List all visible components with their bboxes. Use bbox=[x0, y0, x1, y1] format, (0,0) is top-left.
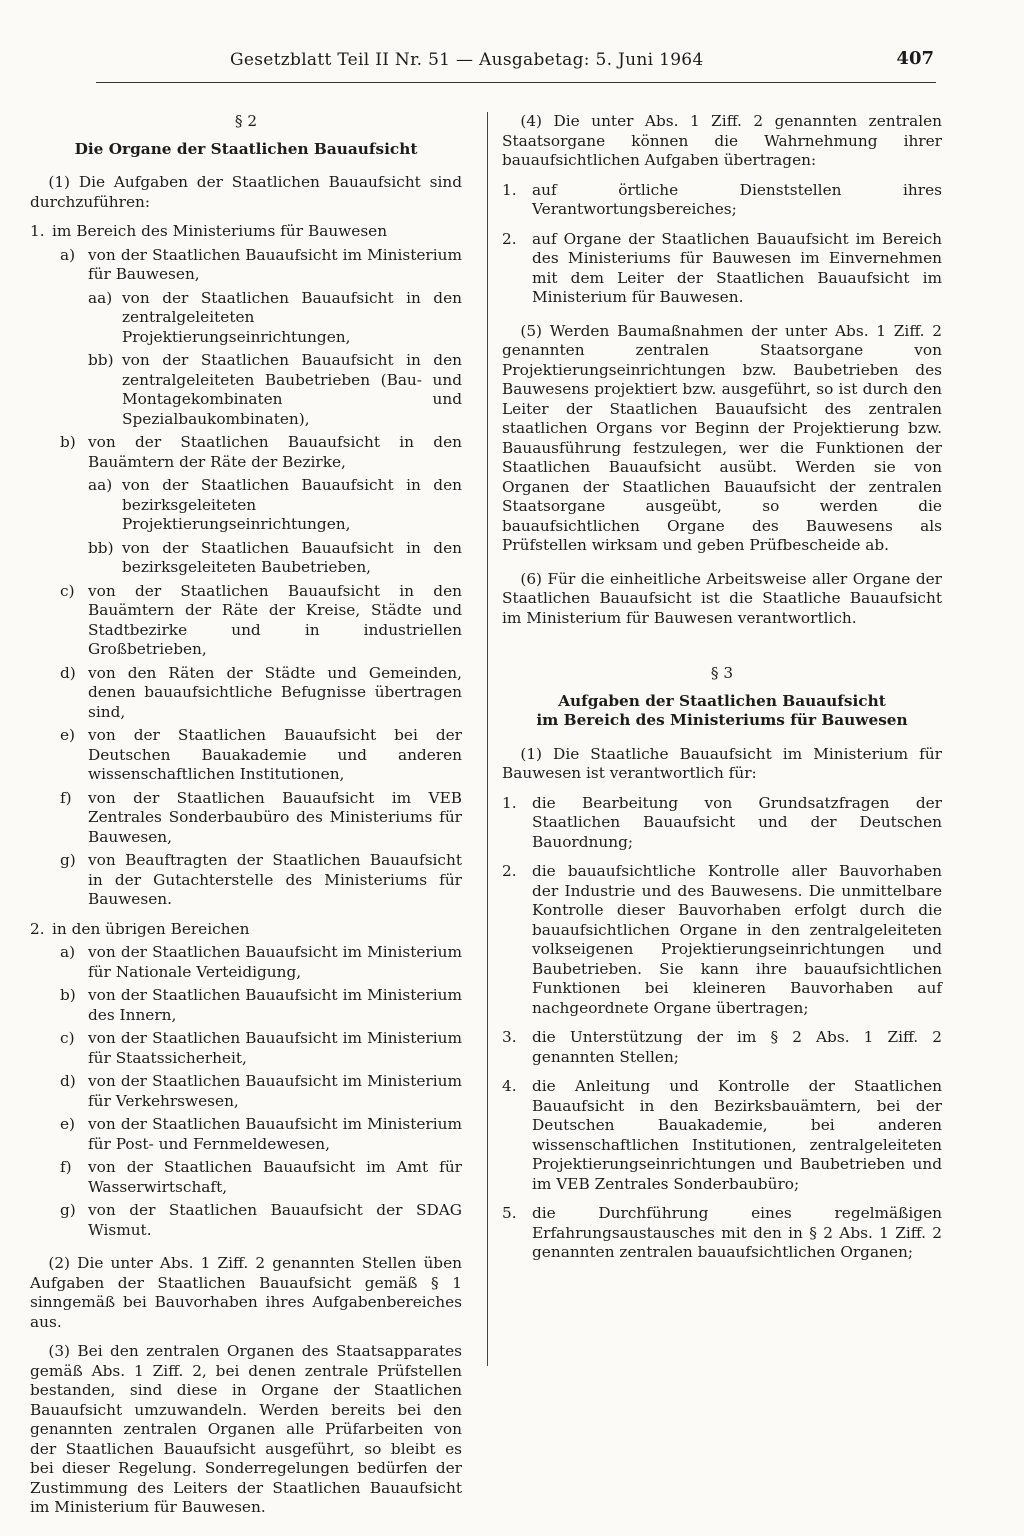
section-3-title-line1: Aufgaben der Staatlichen Bauaufsicht bbox=[558, 691, 886, 710]
sec3-item-3: 3. die Unterstützung der im § 2 Abs. 1 Ziff. 2 genannten Stellen; bbox=[502, 1028, 942, 1066]
section-3-title-line2: im Bereich des Ministeriums für Bauwesen bbox=[536, 711, 908, 729]
item-2-f: f) von der Staatlichen Bauaufsicht im Amt für Wasserwirtschaft, bbox=[60, 1158, 462, 1196]
item-1-a: a) von der Staatlichen Bauaufsicht im Ministerium für Bauwesen, bbox=[60, 245, 462, 283]
item-1-d: d) von den Räten der Städte und Gemeinden, denen bauaufsichtliche Befugnisse übertragen sind, bbox=[60, 663, 462, 721]
item-1-b-aa: aa) von der Staatlichen Bauaufsicht in den bezirksgeleiteten Projektierungseinrichtungen, bbox=[88, 476, 462, 533]
sec3-item-2: 2. die bauaufsichtliche Kontrolle aller Bauvorhaben der Industrie und des Bauwesens. Die unmittelbare Kontrolle dieser Bauvorhaben erfolgt durch die bauaufsichtlichen Organe in den zentralgeleiteten volkseigenen Projektierungseinrichtungen und Baubetrieben. Sie kann ihre bauaufsichtlichen Funktionen bei kleineren Bauvorhaben auf nachgeordnete Organe übertragen; bbox=[502, 862, 942, 1017]
abs1-intro: (1) Die Aufgaben der Staatlichen Bauaufsicht sind durchzuführen: bbox=[30, 173, 462, 211]
page-number: 407 bbox=[896, 48, 934, 69]
left-column bbox=[30, 112, 462, 1518]
item-text: im Bereich des Ministeriums für Bauwesen bbox=[52, 222, 388, 240]
sec3-item-1: 1. die Bearbeitung von Grundsatzfragen der Staatlichen Bauaufsicht und der Deutschen Bauordnung; bbox=[502, 793, 942, 851]
abs4-item-1: 1. auf örtliche Dienststellen ihres Verantwortungsbereiches; bbox=[502, 180, 942, 218]
sec3-abs1-intro: (1) Die Staatliche Bauaufsicht im Ministerium für Bauwesen ist verantwortlich für: bbox=[502, 744, 942, 782]
abs6: (6) Für die einheitliche Arbeitsweise aller Organe der Staatlichen Bauaufsicht ist die Staatliche Bauaufsicht im Ministerium für Bauwesen verantwortlich. bbox=[502, 569, 942, 627]
sec3-item-5: 5. die Durchführung eines regelmäßigen Erfahrungsaustausches mit den in § 2 Abs. 1 Ziff. 2 genannten zentralen bauaufsichtlichen Organen; bbox=[502, 1204, 942, 1261]
item-label: 1. bbox=[30, 222, 45, 240]
item-1-f: f) von der Staatlichen Bauaufsicht im VEB Zentrales Sonderbaubüro des Ministeriums für Bauwesen, bbox=[60, 788, 462, 846]
sec3-item-4: 4. die Anleitung und Kontrolle der Staatlichen Bauaufsicht in den Bezirksbauämtern, bei der Deutschen Bauakademie, bei anderen wissenschaftlichen Institutionen, zentralgeleiteten Projektierungseinrichtungen und Baubetrieben und im VEB Zentrales Sonderbaubüro; bbox=[502, 1077, 942, 1193]
item-1-b: b) von der Staatlichen Bauaufsicht in den Bauämtern der Räte der Bezirke, bbox=[60, 433, 462, 471]
item-2-d: d) von der Staatlichen Bauaufsicht im Ministerium für Verkehrswesen, bbox=[60, 1072, 462, 1110]
section-2-title: Die Organe der Staatlichen Bauaufsicht bbox=[74, 139, 418, 158]
section-3-number: § 3 bbox=[710, 664, 734, 682]
item-1-b-bb: bb) von der Staatlichen Bauaufsicht in den bezirksgeleiteten Baubetrieben, bbox=[88, 538, 462, 576]
item-1-g: g) von Beauftragten der Staatlichen Bauaufsicht in der Gutachterstelle des Ministeriums für Bauwesen. bbox=[60, 851, 462, 908]
right-column bbox=[502, 112, 942, 1263]
item-2-b: b) von der Staatlichen Bauaufsicht im Ministerium des Innern, bbox=[60, 986, 462, 1024]
abs3: (3) Bei den zentralen Organen des Staatsapparates gemäß Abs. 1 Ziff. 2, bei denen zentrale Prüfstellen bestanden, sind diese in Organe der Staatlichen Bauaufsicht umzuwandeln. Werden bereits bei den genannten zentralen Organen alle Prüfarbeiten von der Staatlichen Bauaufsicht ausgeführt, so bleibt es bei dieser Regelung. Sonderregelungen bedürfen der Zustimmung des Leiters der Staatlichen Bauaufsicht im Ministerium für Bauwesen. bbox=[30, 1342, 462, 1516]
column-divider bbox=[487, 112, 488, 1366]
item-2: 2. in den übrigen Bereichen bbox=[30, 919, 250, 938]
item-2-g: g) von der Staatlichen Bauaufsicht der SDAG Wismut. bbox=[60, 1201, 462, 1239]
item-2-e: e) von der Staatlichen Bauaufsicht im Ministerium für Post- und Fernmeldewesen, bbox=[60, 1115, 462, 1153]
abs5: (5) Werden Baumaßnahmen der unter Abs. 1 Ziff. 2 genannten zentralen Staatsorgane von Projektierungseinrichtungen bzw. Baubetrieben des Bauwesens projektiert bzw. ausgeführt, so ist durch den Leiter der Staatlichen Bauaufsicht des zentralen staatlichen Organs vor Beginn der Projektierung bzw. Bauausführung festzulegen, wer die Funktionen der Staatlichen Bauaufsicht ausübt. Werden sie von Organen der Staatlichen Bauaufsicht der zentralen Staatsorgane ausgeübt, so werden die bauaufsichtlichen Organe des Bauwesens als Prüfstellen wirksam und geben Prüfbescheide ab. bbox=[502, 321, 942, 554]
item-1 bbox=[30, 222, 462, 242]
abs4-item-2: 2. auf Organe der Staatlichen Bauaufsicht im Bereich des Ministeriums für Bauwesen im Einvernehmen mit dem Leiter der Staatlichen Bauaufsicht im Ministerium für Bauwesen. bbox=[502, 229, 942, 306]
abs2: (2) Die unter Abs. 1 Ziff. 2 genannten Stellen üben Aufgaben der Staatlichen Bauaufsicht gemäß § 1 sinngemäß bei Bauvorhaben ihres Aufgabenbereiches aus. bbox=[30, 1254, 462, 1331]
page-header bbox=[96, 50, 936, 83]
header-title: Gesetzblatt Teil II Nr. 51 — Ausgabetag: 5. Juni 1964 bbox=[230, 50, 704, 70]
section-2-number: § 2 bbox=[234, 112, 258, 130]
item-1-a-aa: aa) von der Staatlichen Bauaufsicht in den zentralgeleiteten Projektierungseinrichtungen, bbox=[88, 288, 462, 346]
item-2-a: a) von der Staatlichen Bauaufsicht im Ministerium für Nationale Verteidigung, bbox=[60, 943, 462, 981]
abs4-intro: (4) Die unter Abs. 1 Ziff. 2 genannten zentralen Staatsorgane können die Wahrnehmung ihrer bauaufsichtlichen Aufgaben übertragen: bbox=[502, 112, 942, 169]
item-1-a-bb: bb) von der Staatlichen Bauaufsicht in den zentralgeleiteten Baubetrieben (Bau- und Montagekombinaten und Spezialbaukombinaten), bbox=[88, 351, 462, 428]
item-1-e: e) von der Staatlichen Bauaufsicht bei der Deutschen Bauakademie und anderen wissenschaftlichen Institutionen, bbox=[60, 726, 462, 783]
item-1-c: c) von der Staatlichen Bauaufsicht in den Bauämtern der Räte der Kreise, Städte und Stadtbezirke und in industriellen Großbetrieben, bbox=[60, 581, 462, 658]
item-2-c: c) von der Staatlichen Bauaufsicht im Ministerium für Staatssicherheit, bbox=[60, 1029, 462, 1067]
